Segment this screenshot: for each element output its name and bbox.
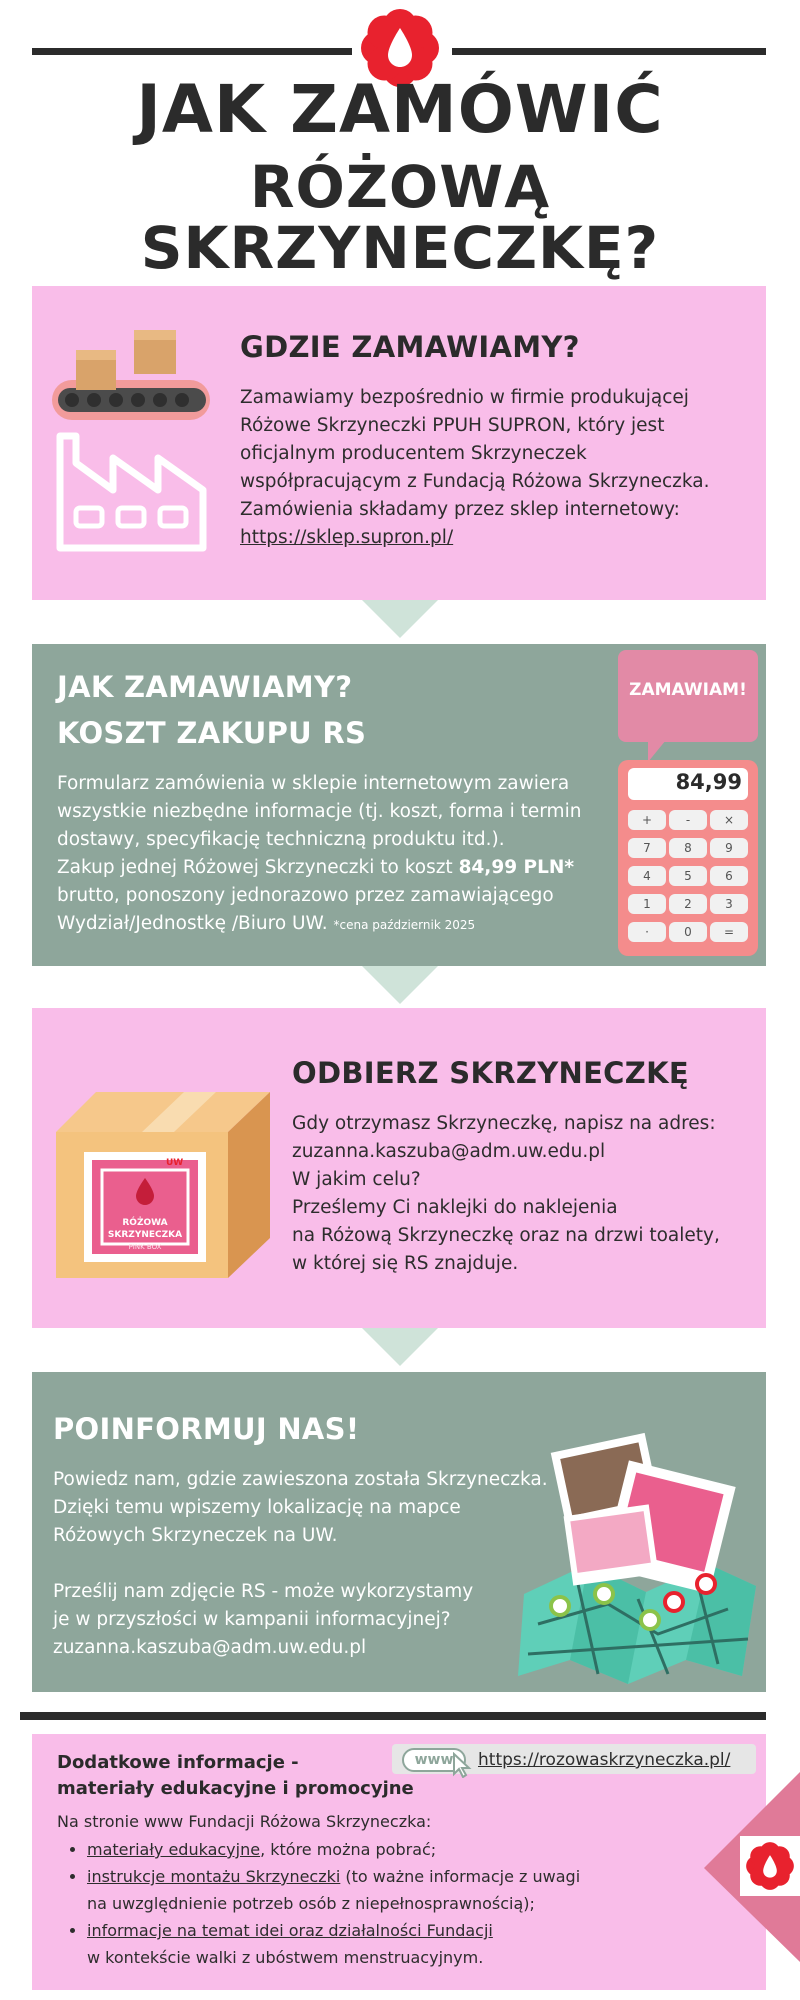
section4-line: je w przyszłości w kampanii informacyjnej?	[53, 1609, 451, 1630]
foundation-info-link[interactable]: informacje na temat idei oraz działalności Fundacji	[87, 1921, 493, 1940]
installation-instructions-link[interactable]: instrukcje montażu Skrzyneczki	[87, 1867, 341, 1886]
section4-line: Powiedz nam, gdzie zawieszona została Skrzyneczka.	[53, 1469, 548, 1490]
bubble-tail	[648, 740, 666, 762]
top-rule-right	[452, 48, 766, 55]
calc-key: 9	[710, 838, 748, 858]
list-item-rest: (to ważne informacje z uwagi	[340, 1867, 581, 1886]
list-item	[87, 1917, 637, 1971]
calc-key: +	[628, 810, 666, 830]
supron-shop-link[interactable]: https://sklep.supron.pl/	[240, 527, 454, 548]
section2-line-last	[57, 910, 617, 939]
calc-key: 2	[669, 894, 707, 914]
corner-logo-icon	[740, 1836, 800, 1896]
section4-line: Różowych Skrzyneczek na UW.	[53, 1525, 338, 1546]
section3-email[interactable]: zuzanna.kaszuba@adm.uw.edu.pl	[292, 1141, 606, 1162]
section1-heading: GDZIE ZAMAWIAMY?	[240, 330, 580, 364]
section4-email[interactable]: zuzanna.kaszuba@adm.uw.edu.pl	[53, 1637, 367, 1658]
section2-price-line	[57, 854, 617, 882]
calc-key: 3	[710, 894, 748, 914]
factory-conveyor-icon	[48, 328, 218, 553]
list-item-continuation: na uwzględnienie potrzeb osób z niepełnosprawnością);	[87, 1894, 535, 1913]
calc-key: ×	[710, 810, 748, 830]
section5-intro: Na stronie www Fundacji Różowa Skrzyneczka:	[57, 1812, 432, 1831]
section1-line: współpracującym z Fundacją Różowa Skrzyneczka.	[240, 471, 710, 492]
bottom-rule	[20, 1712, 766, 1720]
box-label-line-2: SKRZYNECZKA	[107, 1230, 183, 1240]
section3-line: W jakim celu?	[292, 1169, 421, 1190]
map-photos-illustration	[518, 1424, 762, 1684]
section2-unit-text: Wydział/Jednostkę /Biuro UW.	[57, 913, 328, 934]
section4-heading: POINFORMUJ NAS!	[53, 1412, 360, 1446]
calc-key: 0	[669, 922, 707, 942]
list-item-rest: , które można pobrać;	[260, 1840, 437, 1859]
section1-text	[240, 384, 760, 552]
calc-key: 5	[669, 866, 707, 886]
connector-arrow-2	[362, 966, 438, 1004]
section3-line: na Różową Skrzyneczkę oraz na drzwi toalety,	[292, 1225, 720, 1246]
cursor-icon	[452, 1752, 474, 1782]
list-item	[87, 1836, 637, 1863]
price-footnote: *cena październik 2025	[333, 918, 476, 932]
connector-arrow-1	[362, 600, 438, 638]
section5-heading-line-1: Dodatkowe informacje -	[57, 1752, 299, 1773]
box-label-line-1: RÓŻOWA	[122, 1218, 168, 1228]
calc-key: 1	[628, 894, 666, 914]
section2-line: Formularz zamówienia w sklepie internetowym zawiera	[57, 773, 570, 794]
list-item-continuation: w kontekście walki z ubóstwem menstruacyjnym.	[87, 1948, 484, 1967]
section3-line: Gdy otrzymasz Skrzyneczkę, napisz na adres:	[292, 1113, 716, 1134]
top-rule-left	[32, 48, 352, 55]
page-title-line-1: JAK ZAMÓWIĆ	[136, 71, 664, 148]
calc-key: 4	[628, 866, 666, 886]
section1-line: Zamówienia składamy przez sklep internetowy:	[240, 499, 680, 520]
price-prefix: Zakup jednej Różowej Skrzyneczki to koszt	[57, 857, 459, 878]
calc-key: 6	[710, 866, 748, 886]
educational-materials-link[interactable]: materiały edukacyjne	[87, 1840, 261, 1859]
section5-list	[57, 1836, 637, 1971]
box-label-line-3: PINK BOX	[128, 1243, 162, 1251]
price-value: 84,99 PLN*	[458, 857, 575, 878]
section5-list-wrap	[57, 1836, 637, 1971]
list-item	[87, 1863, 637, 1917]
section3-heading: ODBIERZ SKRZYNECZKĘ	[292, 1056, 689, 1090]
www-badge: www	[402, 1748, 466, 1772]
section1-line: oficjalnym producentem Skrzyneczek	[240, 443, 587, 464]
section3-text	[292, 1110, 762, 1278]
section2-line: brutto, ponoszony jednorazowo przez zamawiającego	[57, 885, 554, 906]
calc-key: ·	[628, 922, 666, 942]
section5-heading-line-2: materiały edukacyjne i promocyjne	[57, 1778, 414, 1799]
connector-arrow-3	[362, 1328, 438, 1366]
section2-line: dostawy, specyfikację techniczną produktu itd.).	[57, 829, 505, 850]
page-title-line-2: RÓŻOWĄ	[249, 153, 551, 221]
foundation-website-link[interactable]: https://rozowaskrzyneczka.pl/	[478, 1750, 731, 1770]
section2-heading-line-2: KOSZT ZAKUPU RS	[57, 716, 367, 750]
section2-line: wszystkie niezbędne informacje (tj. koszt, forma i termin	[57, 801, 582, 822]
section3-line: w której się RS znajduje.	[292, 1253, 519, 1274]
section1-line: Zamawiamy bezpośrednio w firmie produkującej	[240, 387, 689, 408]
box-corner-label: UW	[166, 1158, 184, 1168]
section2-text	[57, 770, 617, 939]
section2-heading-line-1: JAK ZAMAWIAMY?	[57, 670, 353, 704]
calc-key: 8	[669, 838, 707, 858]
section1-line: Różowe Skrzyneczki PPUH SUPRON, który jest	[240, 415, 665, 436]
page-title-line-3: SKRZYNECZKĘ?	[140, 214, 660, 282]
calc-key: 7	[628, 838, 666, 858]
calc-key: -	[669, 810, 707, 830]
section4-line: Dzięki temu wpiszemy lokalizację na mapce	[53, 1497, 461, 1518]
section4-line: Prześlij nam zdjęcie RS - może wykorzystamy	[53, 1581, 474, 1602]
calc-key: =	[710, 922, 748, 942]
section3-line: Prześlemy Ci naklejki do naklejenia	[292, 1197, 618, 1218]
calculator-display-value: 84,99	[675, 770, 742, 794]
order-bubble-label: ZAMAWIAM!	[629, 680, 747, 700]
